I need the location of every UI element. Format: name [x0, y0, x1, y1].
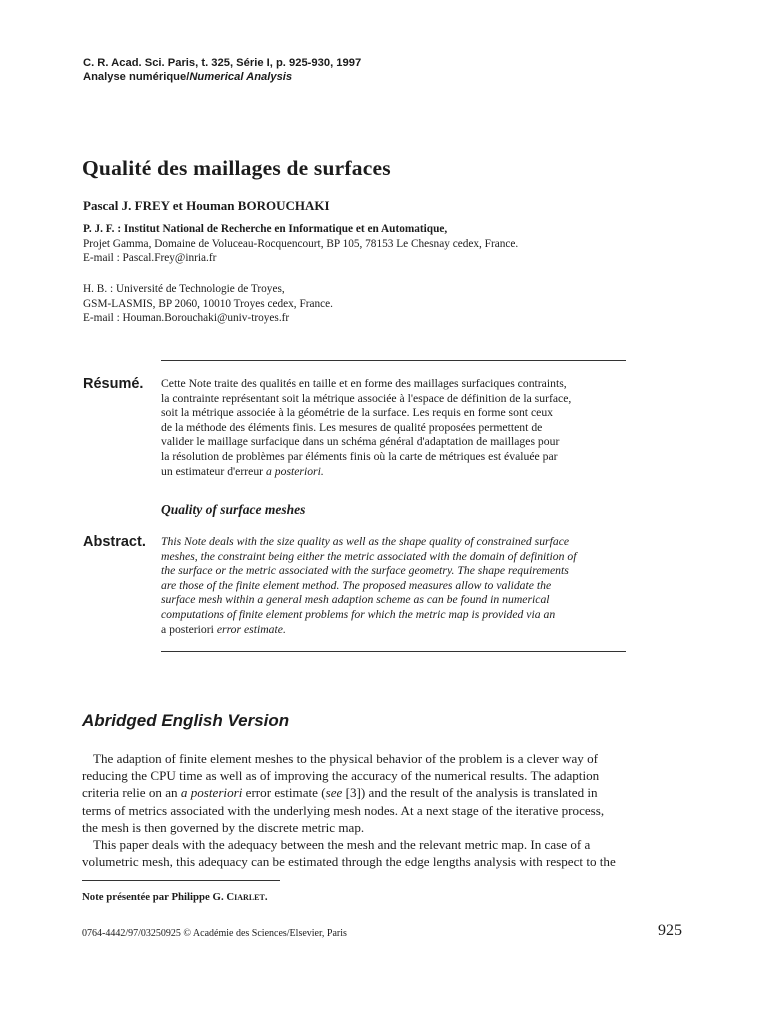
journal-citation: C. R. Acad. Sci. Paris, t. 325, Série I, p. 925-930, 1997 — [83, 57, 362, 69]
body-paragraph-2 — [82, 836, 685, 870]
body-line: This paper deals with the adequacy between the mesh and the relevant metric map. In case of a — [93, 837, 591, 852]
body-line: terms of metrics associated with the underlying mesh nodes. At a next stage of the iterative process, — [82, 802, 605, 818]
affiliation-frey — [83, 222, 518, 266]
body-italic: see — [325, 785, 343, 801]
presentation-note — [82, 891, 268, 903]
abstract-line: This Note deals with the size quality as well as the shape quality of constrained surface — [161, 535, 570, 548]
page-number: 925 — [658, 922, 682, 939]
abstract-line: computations of finite element problems for which the metric map is provided via an — [161, 607, 556, 621]
note-prefix: Note présentée par Philippe G. — [82, 891, 227, 903]
resume-line: la résolution de problèmes par éléments finis où la carte de métriques est évaluée par — [161, 449, 558, 463]
abstract-line: meshes, the constraint being either the metric associated with the domain of definition of — [161, 549, 577, 563]
resume-label: Résumé. — [83, 376, 144, 392]
body-line: volumetric mesh, this adequacy can be estimated through the edge lengths analysis with respect to the — [82, 854, 616, 870]
copyright-footer: 0764-4442/97/03250925 © Académie des Sciences/Elsevier, Paris — [82, 928, 347, 939]
body-line: criteria relie on an a posteriori error estimate (see [3]) and the result of the analysis is translated in — [82, 785, 598, 801]
abstract-line: the surface or the metric associated with the surface geometry. The shape requirements — [161, 564, 569, 578]
abridged-heading: Abridged English Version — [82, 711, 290, 730]
resume-italic: a posteriori. — [265, 464, 324, 478]
resume-line: la contrainte représentant soit la métrique associée à l'espace de définition de la surface, — [161, 391, 572, 405]
resume-line: de la méthode des éléments finis. Les mesures de qualité proposées permettent de — [161, 420, 543, 434]
body-line: reducing the CPU time as well as of improving the accuracy of the numerical results. The adaption — [82, 768, 600, 784]
divider-bottom — [161, 651, 626, 652]
affiliation-line: Projet Gamma, Domaine de Voluceau-Rocquencourt, BP 105, 78153 Le Chesnay cedex, France. — [83, 237, 519, 250]
paper-title: Qualité des maillages de surfaces — [82, 156, 391, 180]
resume-line: soit la métrique associée à la géométrie de la surface. Les requis en forme sont ceux — [161, 406, 554, 420]
section-english: Numerical Analysis — [189, 71, 293, 83]
body-italic: a posteriori — [180, 785, 243, 801]
abstract-line: are those of the finite element method. The proposed measures allow to validate the — [161, 578, 552, 592]
affiliation-line: P. J. F. : Institut National de Recherche en Informatique et en Automatique, — [83, 223, 448, 235]
resume-text — [161, 377, 626, 479]
abstract-italic: error estimate. — [213, 622, 286, 636]
english-title: Quality of surface meshes — [161, 502, 306, 517]
affiliation-line: GSM-LASMIS, BP 2060, 10010 Troyes cedex, France. — [83, 297, 333, 310]
body-paragraph-1 — [82, 750, 685, 836]
divider-top — [161, 360, 626, 361]
resume-line: un estimateur d'erreur a posteriori. — [161, 464, 324, 478]
affiliation-email: E-mail : Pascal.Frey@inria.fr — [83, 252, 217, 265]
abstract-text — [161, 535, 626, 637]
paper-authors: Pascal J. FREY et Houman BOROUCHAKI — [83, 198, 330, 213]
resume-line: valider le maillage surfacique dans un schéma général d'adaptation de maillages pour — [161, 435, 560, 449]
abstract-line: surface mesh within a general mesh adaption scheme as can be found in numerical — [161, 593, 550, 607]
resume-line: Cette Note traite des qualités en taille et en forme des maillages surfaciques contraints, — [161, 377, 567, 390]
body-line: The adaption of finite element meshes to the physical behavior of the problem is a clever way of — [93, 751, 599, 766]
abstract-label: Abstract. — [83, 534, 146, 550]
body-line: the mesh is then governed by the discrete metric map. — [82, 819, 365, 835]
journal-section — [83, 71, 292, 83]
affiliation-email: E-mail : Houman.Borouchaki@univ-troyes.fr — [83, 312, 290, 325]
affiliation-borouchaki — [83, 282, 333, 326]
affiliation-line: H. B. : Université de Technologie de Troyes, — [83, 283, 285, 295]
section-french: Analyse numérique/ — [83, 71, 190, 83]
abstract-line: a posteriori error estimate. — [161, 622, 286, 636]
footnote-rule — [82, 880, 280, 881]
note-name: Ciarlet. — [226, 891, 268, 903]
